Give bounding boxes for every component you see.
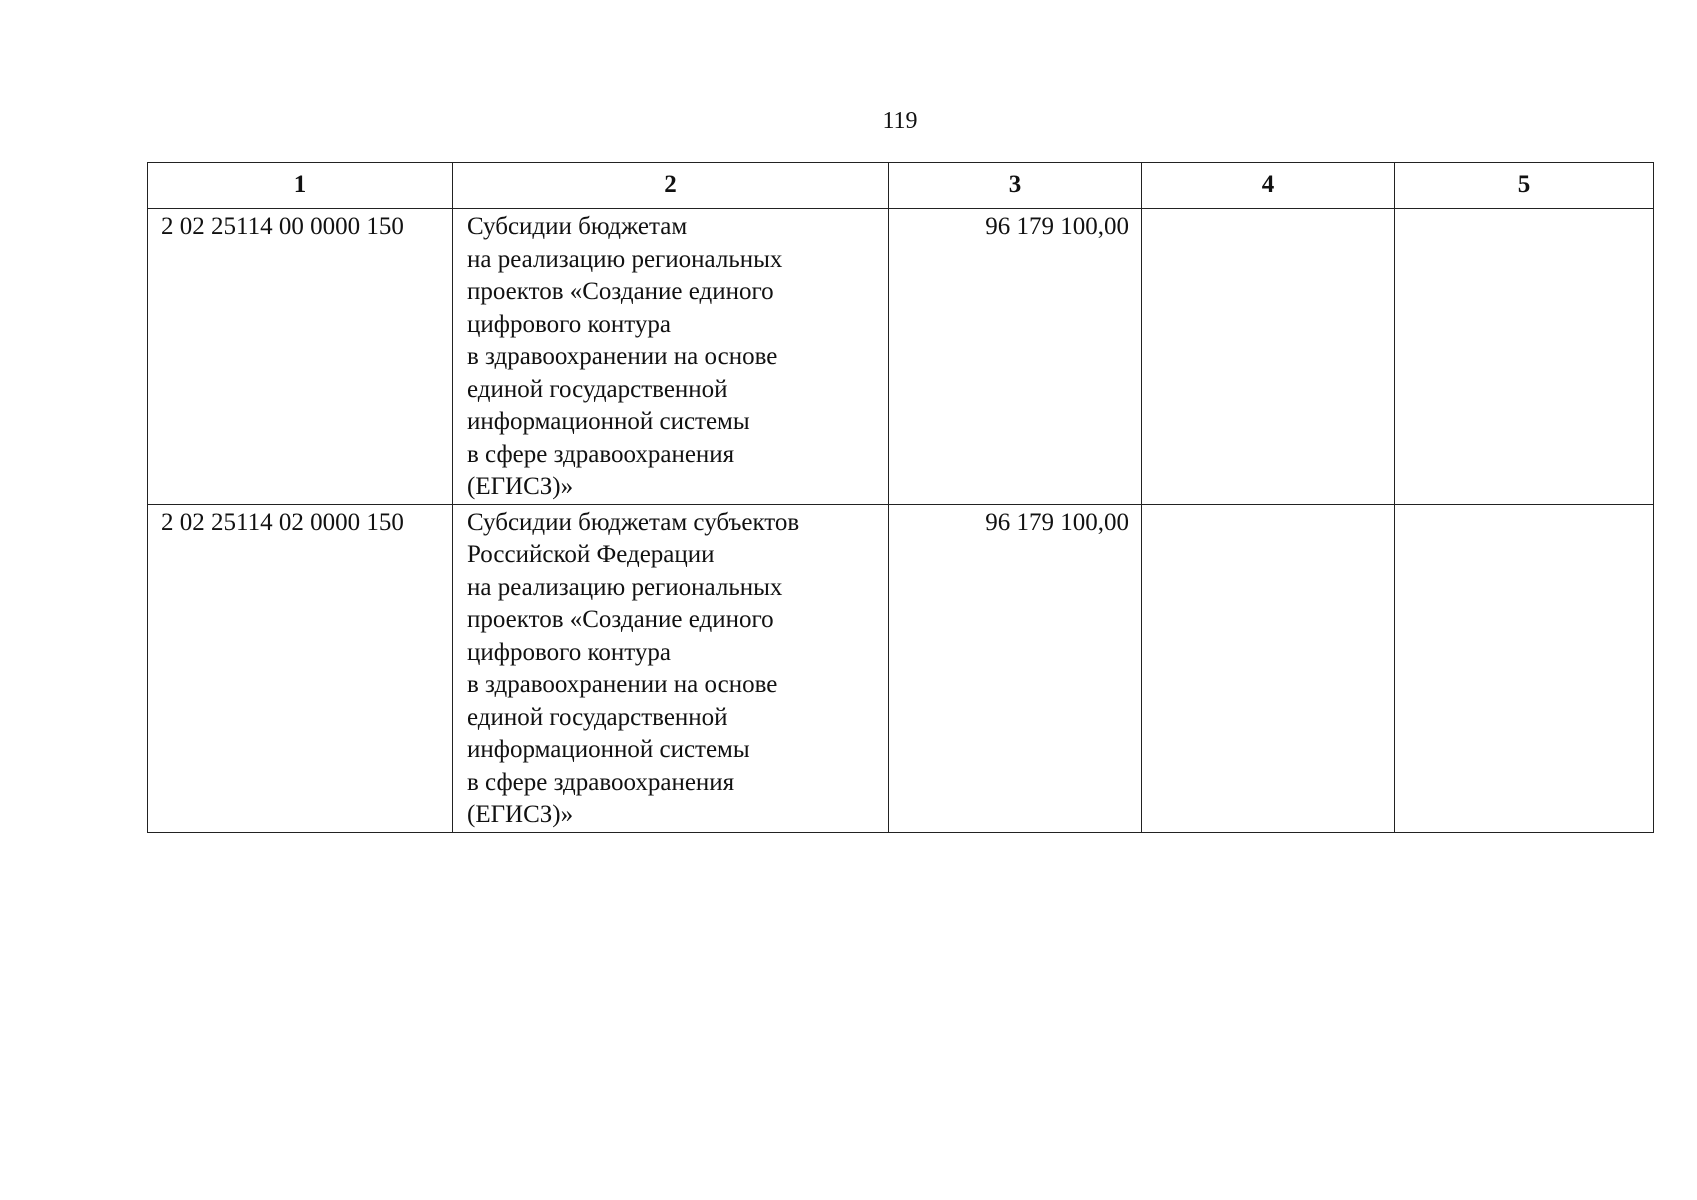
- column-4-cell: [1142, 504, 1395, 832]
- description-cell: Субсидии бюджетам на реализацию региональных проектов «Создание единого цифрового контура в здравоохранении на основе единой государственной информационной системы в сфере здравоохранения (ЕГИСЗ)»: [453, 209, 889, 505]
- column-5-cell: [1395, 209, 1654, 505]
- budget-code-cell: 2 02 25114 00 0000 150: [148, 209, 453, 505]
- amount-cell: 96 179 100,00: [889, 209, 1142, 505]
- header-row: [148, 163, 1654, 209]
- header-cell-5: 5: [1395, 163, 1654, 209]
- table-body: [148, 209, 1654, 833]
- table-header: [148, 163, 1654, 209]
- page-number: 119: [882, 108, 918, 134]
- amount-cell: 96 179 100,00: [889, 504, 1142, 832]
- column-4-cell: [1142, 209, 1395, 505]
- description-cell: Субсидии бюджетам субъектов Российской Федерации на реализацию региональных проектов «Создание единого цифрового контура в здравоохранении на основе единой государственной информационной системы в сфере здравоохранения (ЕГИСЗ)»: [453, 504, 889, 832]
- budget-table: [147, 162, 1654, 833]
- budget-code-cell: 2 02 25114 02 0000 150: [148, 504, 453, 832]
- table-row: [148, 209, 1654, 505]
- table-row: [148, 504, 1654, 832]
- header-cell-2: 2: [453, 163, 889, 209]
- header-cell-1: 1: [148, 163, 453, 209]
- header-cell-4: 4: [1142, 163, 1395, 209]
- column-5-cell: [1395, 504, 1654, 832]
- header-cell-3: 3: [889, 163, 1142, 209]
